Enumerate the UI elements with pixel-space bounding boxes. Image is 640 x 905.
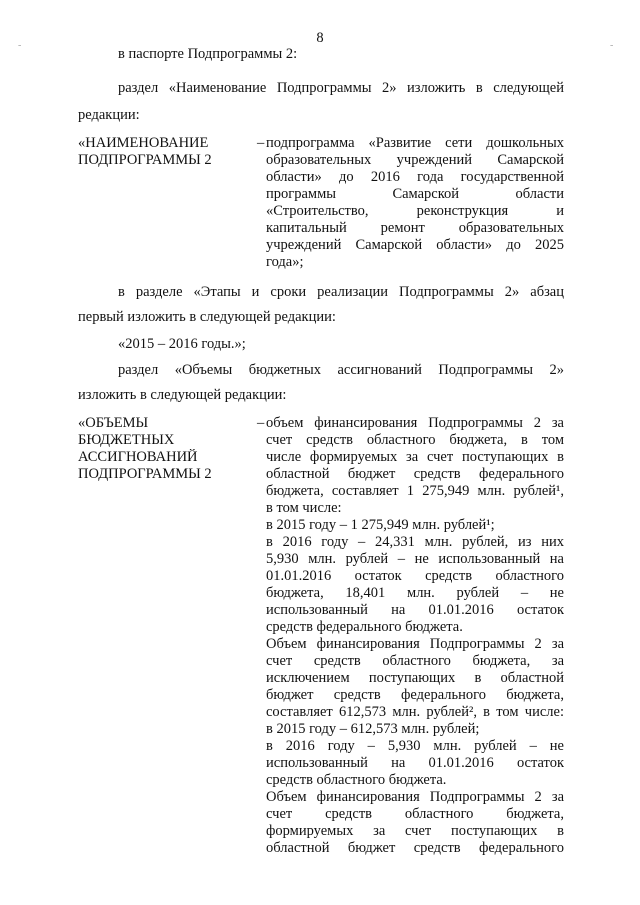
table1-label-line: «НАИМЕНОВАНИЕ — [78, 135, 209, 151]
table2-label — [78, 415, 238, 483]
table2-text-line: 5,930 млн. рублей – не использованный на — [266, 551, 564, 567]
table2-text-line: формируемых за счет поступающих в — [266, 823, 564, 839]
table2-text-line: в 2016 году – 5,930 млн. рублей – не — [266, 738, 564, 754]
table2-text-line: средств областного бюджета. — [266, 772, 447, 788]
table2-label-line: ПОДПРОГРАММЫ 2 — [78, 466, 212, 482]
table2-text-line: бюджета, составляет 1 275,949 млн. рублей¹, — [266, 483, 564, 499]
table1-dash: – — [257, 135, 265, 151]
table1-text-line: года»; — [266, 254, 304, 270]
table1-text-line: программы Самарской области — [266, 186, 564, 202]
table2-label-line: «ОБЪЕМЫ — [78, 415, 149, 431]
table2-text-line: в 2016 году – 24,331 млн. рублей, из них — [266, 534, 564, 550]
table2-text-line: 01.01.2016 остаток средств областного — [266, 568, 564, 584]
table2-text-line: составляет 612,573 млн. рублей², в том числе: — [266, 704, 564, 720]
paragraph-years: «2015 – 2016 годы.»; — [118, 336, 246, 352]
table1-text-line: образовательных учреждений Самарской — [266, 152, 564, 168]
paragraph-section-name-line1: раздел «Наименование Подпрограммы 2» изложить в следующей — [118, 80, 564, 96]
paragraph-volumes-line1: раздел «Объемы бюджетных ассигнований Подпрограммы 2» — [118, 362, 564, 378]
table2-text-line: областной бюджет средств федерального — [266, 466, 564, 482]
table1-text-line: подпрограмма «Развитие сети дошкольных — [266, 135, 564, 151]
table2-text-line: объем финансирования Подпрограммы 2 за — [266, 415, 564, 431]
paragraph-section-name-line2: редакции: — [78, 107, 140, 123]
table2-text-line: Объем финансирования Подпрограммы 2 за — [266, 789, 564, 805]
table2-dash: – — [257, 415, 265, 431]
table2-text-line: счет средств областного бюджета, — [266, 806, 564, 822]
table2-text-line: счет средств областного бюджета, в том — [266, 432, 564, 448]
margin-tick: - — [18, 40, 22, 51]
table2-text-line: счет средств областного бюджета, за — [266, 653, 564, 669]
table2-text-line: использованный на 01.01.2016 остаток — [266, 602, 564, 618]
table2-text-line: Объем финансирования Подпрограммы 2 за — [266, 636, 564, 652]
table1-text-line: учреждений Самарской области» до 2025 — [266, 237, 564, 253]
table1-label-line: ПОДПРОГРАММЫ 2 — [78, 152, 212, 168]
table2-text-line: в 2015 году – 612,573 млн. рублей; — [266, 721, 480, 737]
table2-text-line: использованный на 01.01.2016 остаток — [266, 755, 564, 771]
margin-tick: - — [610, 40, 614, 51]
table2-text-line: исключением поступающих в областной — [266, 670, 564, 686]
table2-text — [266, 415, 564, 857]
table2-text-line: средств федерального бюджета. — [266, 619, 463, 635]
table1-label — [78, 135, 238, 169]
paragraph-volumes-line2: изложить в следующей редакции: — [78, 387, 287, 403]
paragraph-stages-line1: в разделе «Этапы и сроки реализации Подпрограммы 2» абзац — [118, 284, 564, 300]
table1-text-line: капитальный ремонт образовательных — [266, 220, 564, 236]
paragraph-passport: в паспорте Подпрограммы 2: — [118, 46, 298, 62]
page-number: 8 — [316, 30, 324, 46]
table2-text-line: в том числе: — [266, 500, 342, 516]
table2-text-line: бюджета, 18,401 млн. рублей – не — [266, 585, 564, 601]
table2-text-line: числе формируемых за счет поступающих в — [266, 449, 564, 465]
table2-label-line: БЮДЖЕТНЫХ — [78, 432, 175, 448]
paragraph-stages-line2: первый изложить в следующей редакции: — [78, 309, 336, 325]
table2-label-line: АССИГНОВАНИЙ — [78, 449, 198, 465]
table1-text — [266, 135, 564, 271]
table2-text-line: областной бюджет средств федерального — [266, 840, 564, 856]
table2-text-line: в 2015 году – 1 275,949 млн. рублей¹; — [266, 517, 495, 533]
table1-text-line: области» до 2016 года государственной — [266, 169, 564, 185]
table2-text-line: бюджет средств федерального бюджета, — [266, 687, 564, 703]
table1-text-line: «Строительство, реконструкция и — [266, 203, 564, 219]
